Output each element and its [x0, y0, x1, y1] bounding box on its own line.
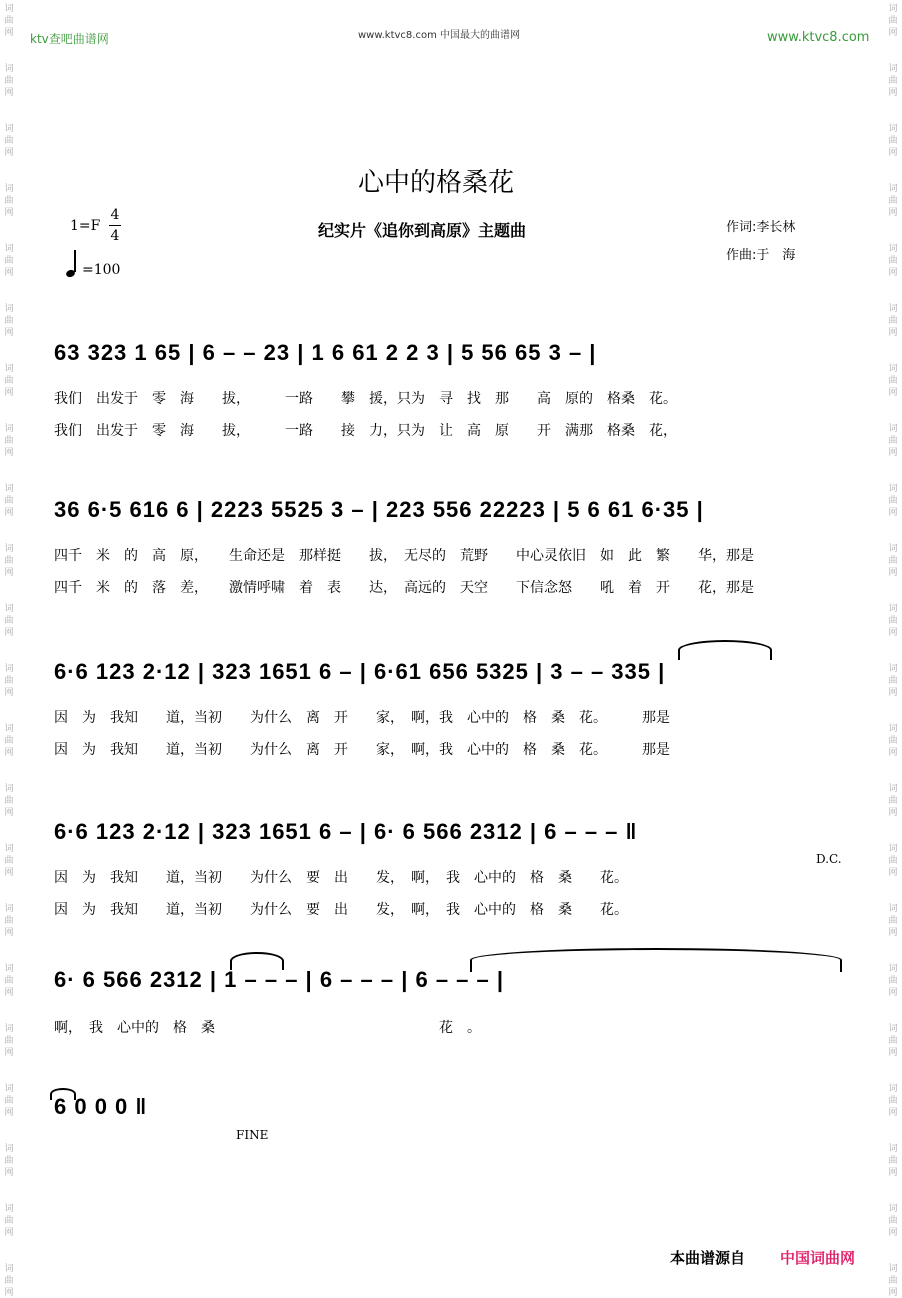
side-watermark-glyph: 词 — [888, 64, 898, 74]
side-watermark-glyph: 网 — [888, 88, 898, 98]
side-watermark-glyph: 网 — [888, 448, 898, 458]
side-watermark-glyph: 网 — [888, 928, 898, 938]
quarter-note-icon — [65, 269, 76, 279]
side-watermark-glyph: 词 — [4, 904, 14, 914]
side-watermark-glyph: 词 — [888, 604, 898, 614]
system-6-notes: 6 0 0 0 ‖ — [54, 1094, 148, 1119]
side-watermark-glyph: 网 — [4, 748, 14, 758]
system-5-lyrics: 啊， 我 心中的 格 桑 花 。 — [54, 1020, 481, 1036]
side-watermark-glyph: 网 — [888, 508, 898, 518]
side-watermark-glyph: 网 — [888, 988, 898, 998]
side-watermark-glyph: 词 — [888, 784, 898, 794]
side-watermark-glyph: 曲 — [4, 556, 14, 566]
side-watermark-glyph: 网 — [888, 268, 898, 278]
left-watermark-column — [0, 0, 18, 1298]
system-3-lyrics-verse-1: 因 为 我知 道，当初 为什么 离 开 家， 啊，我 心中的 格 桑 花。 那是 — [54, 710, 670, 726]
side-watermark-glyph: 曲 — [888, 316, 898, 326]
side-watermark-glyph: 词 — [888, 1204, 898, 1214]
side-watermark-glyph: 词 — [4, 64, 14, 74]
side-watermark-glyph: 词 — [4, 1084, 14, 1094]
long-tie-arc — [470, 948, 842, 972]
side-watermark-glyph: 词 — [888, 664, 898, 674]
side-watermark-glyph: 网 — [888, 1288, 898, 1298]
side-watermark-glyph: 曲 — [4, 1156, 14, 1166]
site-url-right[interactable]: www.ktvc8.com — [767, 30, 870, 45]
side-watermark-glyph: 曲 — [888, 1276, 898, 1286]
system-2-lyrics-verse-2: 四千 米 的 落 差， 激情呼啸 着 表 达， 高远的 天空 下信念怒 吼 着 开 花，那是 — [54, 580, 754, 596]
site-name-left[interactable]: ktv查吧曲谱网 — [30, 32, 109, 46]
side-watermark-glyph: 词 — [888, 304, 898, 314]
system-2-lyrics-verse-1: 四千 米 的 高 原， 生命还是 那样挺 拔， 无尽的 荒野 中心灵依旧 如 此 繁 华，那是 — [54, 548, 754, 564]
side-watermark-glyph: 曲 — [4, 316, 14, 326]
side-watermark-glyph: 网 — [4, 508, 14, 518]
side-watermark-glyph: 曲 — [4, 196, 14, 206]
side-watermark-glyph: 曲 — [888, 976, 898, 986]
side-watermark-glyph: 网 — [4, 28, 14, 38]
side-watermark-glyph: 网 — [4, 988, 14, 998]
side-watermark-glyph: 词 — [4, 364, 14, 374]
side-watermark-glyph: 词 — [888, 4, 898, 14]
side-watermark-glyph: 词 — [888, 1144, 898, 1154]
system-4-notes: 6·6 123 2·12 | 323 1651 6 – | 6· 6 566 2312 | 6 – – – ‖ — [54, 819, 638, 844]
song-title: 心中的格桑花 — [358, 168, 515, 198]
site-tagline: www.ktvc8.com 中国最大的曲谱网 — [358, 30, 521, 41]
side-watermark-glyph: 曲 — [4, 676, 14, 686]
source-site-link[interactable]: 中国词曲网 — [780, 1249, 856, 1267]
side-watermark-glyph: 词 — [4, 844, 14, 854]
side-watermark-glyph: 网 — [4, 1168, 14, 1178]
side-watermark-glyph: 曲 — [888, 616, 898, 626]
system-1-notes: 63 323 1 65 | 6 – – 23 | 1 6 61 2 2 3 | 5 56 65 3 – | — [54, 340, 597, 365]
side-watermark-glyph: 曲 — [4, 736, 14, 746]
system-3-lyrics-verse-2: 因 为 我知 道，当初 为什么 离 开 家， 啊，我 心中的 格 桑 花。 那是 — [54, 742, 670, 758]
side-watermark-glyph: 词 — [888, 1024, 898, 1034]
side-watermark-glyph: 网 — [4, 808, 14, 818]
side-watermark-glyph: 词 — [4, 1024, 14, 1034]
side-watermark-glyph: 网 — [4, 448, 14, 458]
side-watermark-glyph: 曲 — [4, 1036, 14, 1046]
side-watermark-glyph: 词 — [4, 484, 14, 494]
system-1-lyrics-verse-1: 我们 出发于 零 海 拔， 一路 攀 援，只为 寻 找 那 高 原的 格桑 花。 — [54, 391, 677, 407]
side-watermark-glyph: 曲 — [4, 916, 14, 926]
side-watermark-glyph: 曲 — [888, 436, 898, 446]
side-watermark-glyph: 词 — [4, 124, 14, 134]
side-watermark-glyph: 网 — [4, 1228, 14, 1238]
system-1-lyrics-verse-2: 我们 出发于 零 海 拔， 一路 接 力，只为 让 高 原 开 满那 格桑 花， — [54, 423, 677, 439]
side-watermark-glyph: 词 — [4, 1264, 14, 1274]
right-watermark-column — [884, 0, 902, 1298]
side-watermark-glyph: 曲 — [888, 556, 898, 566]
side-watermark-glyph: 词 — [888, 424, 898, 434]
side-watermark-glyph: 词 — [888, 1264, 898, 1274]
side-watermark-glyph: 网 — [4, 88, 14, 98]
time-signature-top: 4 — [110, 207, 120, 223]
side-watermark-glyph: 网 — [4, 1108, 14, 1118]
side-watermark-glyph: 网 — [4, 568, 14, 578]
side-watermark-glyph: 网 — [4, 1048, 14, 1058]
side-watermark-glyph: 网 — [888, 1108, 898, 1118]
side-watermark-glyph: 网 — [888, 628, 898, 638]
side-watermark-glyph: 词 — [4, 784, 14, 794]
side-watermark-glyph: 词 — [888, 544, 898, 554]
side-watermark-glyph: 网 — [888, 1048, 898, 1058]
side-watermark-glyph: 网 — [888, 1228, 898, 1238]
side-watermark-glyph: 词 — [4, 184, 14, 194]
side-watermark-glyph: 词 — [4, 244, 14, 254]
side-watermark-glyph: 词 — [888, 244, 898, 254]
side-watermark-glyph: 曲 — [888, 1156, 898, 1166]
side-watermark-glyph: 网 — [888, 808, 898, 818]
composer-credit: 作曲:于 海 — [726, 248, 796, 263]
side-watermark-glyph: 曲 — [888, 16, 898, 26]
side-watermark-glyph: 网 — [4, 208, 14, 218]
system-5-notes: 6· 6 566 2312 | 1 – – – | 6 – – – | 6 – – – | — [54, 967, 505, 992]
side-watermark-glyph: 词 — [4, 1144, 14, 1154]
side-watermark-glyph: 网 — [4, 328, 14, 338]
side-watermark-glyph: 曲 — [4, 496, 14, 506]
side-watermark-glyph: 曲 — [4, 1216, 14, 1226]
side-watermark-glyph: 网 — [4, 628, 14, 638]
side-watermark-glyph: 曲 — [4, 856, 14, 866]
side-watermark-glyph: 网 — [4, 928, 14, 938]
key-signature: 1=F — [70, 218, 101, 234]
side-watermark-glyph: 曲 — [888, 376, 898, 386]
side-watermark-glyph: 曲 — [888, 196, 898, 206]
side-watermark-glyph: 网 — [888, 28, 898, 38]
side-watermark-glyph: 曲 — [888, 676, 898, 686]
side-watermark-glyph: 词 — [4, 724, 14, 734]
tempo-marking: =100 — [82, 262, 121, 278]
side-watermark-glyph: 曲 — [888, 736, 898, 746]
side-watermark-glyph: 网 — [888, 148, 898, 158]
fine-mark: FINE — [236, 1128, 269, 1142]
side-watermark-glyph: 词 — [4, 604, 14, 614]
side-watermark-glyph: 网 — [888, 868, 898, 878]
side-watermark-glyph: 网 — [888, 1168, 898, 1178]
system-4-lyrics-verse-1: 因 为 我知 道，当初 为什么 要 出 发， 啊， 我 心中的 格 桑 花。 — [54, 870, 628, 886]
side-watermark-glyph: 曲 — [888, 796, 898, 806]
side-watermark-glyph: 曲 — [4, 436, 14, 446]
side-watermark-glyph: 曲 — [888, 76, 898, 86]
system-2-notes: 36 6·5 616 6 | 2223 5525 3 – | 223 556 22223 | 5 6 61 6·35 | — [54, 497, 704, 522]
side-watermark-glyph: 曲 — [888, 1216, 898, 1226]
side-watermark-glyph: 词 — [888, 184, 898, 194]
side-watermark-glyph: 曲 — [888, 856, 898, 866]
side-watermark-glyph: 词 — [888, 1084, 898, 1094]
side-watermark-glyph: 网 — [4, 868, 14, 878]
side-watermark-glyph: 曲 — [888, 136, 898, 146]
side-watermark-glyph: 曲 — [4, 1276, 14, 1286]
lyricist-credit: 作词:李长林 — [726, 220, 796, 235]
side-watermark-glyph: 词 — [4, 544, 14, 554]
side-watermark-glyph: 网 — [4, 148, 14, 158]
quarter-note-stem — [74, 250, 76, 272]
side-watermark-glyph: 曲 — [4, 796, 14, 806]
side-watermark-glyph: 曲 — [4, 1096, 14, 1106]
side-watermark-glyph: 词 — [888, 484, 898, 494]
song-subtitle: 纪实片《追你到高原》主题曲 — [318, 221, 527, 240]
side-watermark-glyph: 词 — [888, 364, 898, 374]
side-watermark-glyph: 网 — [888, 388, 898, 398]
time-signature — [108, 206, 122, 245]
side-watermark-glyph: 词 — [4, 664, 14, 674]
system-4-lyrics-verse-2: 因 为 我知 道，当初 为什么 要 出 发， 啊， 我 心中的 格 桑 花。 — [54, 902, 628, 918]
side-watermark-glyph: 网 — [888, 568, 898, 578]
side-watermark-glyph: 曲 — [4, 16, 14, 26]
side-watermark-glyph: 曲 — [4, 76, 14, 86]
side-watermark-glyph: 词 — [888, 724, 898, 734]
side-watermark-glyph: 词 — [888, 904, 898, 914]
side-watermark-glyph: 曲 — [4, 136, 14, 146]
side-watermark-glyph: 网 — [888, 748, 898, 758]
side-watermark-glyph: 网 — [4, 688, 14, 698]
side-watermark-glyph: 曲 — [888, 496, 898, 506]
side-watermark-glyph: 网 — [888, 208, 898, 218]
side-watermark-glyph: 词 — [4, 4, 14, 14]
side-watermark-glyph: 网 — [888, 328, 898, 338]
side-watermark-glyph: 曲 — [4, 616, 14, 626]
side-watermark-glyph: 曲 — [888, 256, 898, 266]
side-watermark-glyph: 网 — [4, 1288, 14, 1298]
tie-arc — [678, 640, 772, 660]
side-watermark-glyph: 词 — [4, 424, 14, 434]
side-watermark-glyph: 曲 — [4, 256, 14, 266]
side-watermark-glyph: 曲 — [4, 976, 14, 986]
time-signature-bottom: 4 — [110, 228, 120, 244]
side-watermark-glyph: 网 — [888, 688, 898, 698]
side-watermark-glyph: 曲 — [4, 376, 14, 386]
side-watermark-glyph: 词 — [4, 964, 14, 974]
side-watermark-glyph: 词 — [4, 304, 14, 314]
side-watermark-glyph: 词 — [888, 844, 898, 854]
side-watermark-glyph: 曲 — [888, 1096, 898, 1106]
side-watermark-glyph: 曲 — [888, 916, 898, 926]
source-label: 本曲谱源自 — [670, 1249, 746, 1267]
system-3-notes: 6·6 123 2·12 | 323 1651 6 – | 6·61 656 5325 | 3 – – 335 | — [54, 659, 666, 684]
side-watermark-glyph: 词 — [4, 1204, 14, 1214]
side-watermark-glyph: 词 — [888, 964, 898, 974]
side-watermark-glyph: 网 — [4, 388, 14, 398]
side-watermark-glyph: 曲 — [888, 1036, 898, 1046]
side-watermark-glyph: 词 — [888, 124, 898, 134]
side-watermark-glyph: 网 — [4, 268, 14, 278]
da-capo-mark: D.C. — [816, 852, 842, 866]
